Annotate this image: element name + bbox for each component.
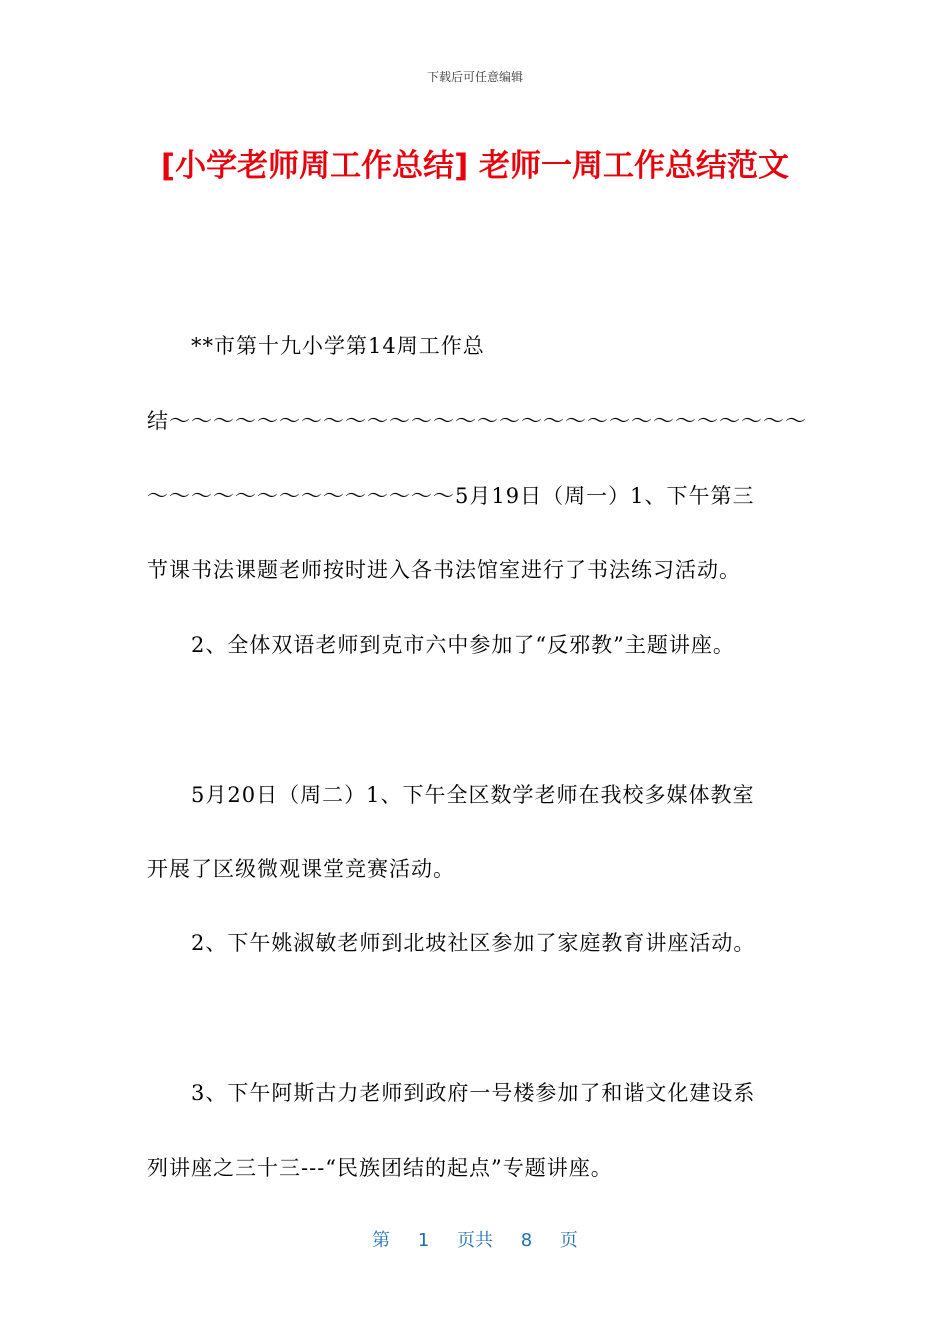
paragraph-line: 5月20日（周二）1、下午全区数学老师在我校多媒体教室 (191, 783, 755, 807)
paragraph-line: ～～～～～～～～～～～～～～5月19日（周一）1、下午第三 (147, 484, 755, 508)
page-label-suffix: 页 (559, 1230, 578, 1251)
header-note: 下载后可任意编辑 (426, 70, 523, 84)
total-pages-number: 8 (520, 1230, 533, 1251)
paragraph-line: 2、下午姚淑敏老师到北坡社区参加了家庭教育讲座活动。 (191, 931, 756, 955)
paragraph-line: 3、下午阿斯古力老师到政府一号楼参加了和谐文化建设系 (191, 1081, 756, 1105)
document-title: [小学老师周工作总结] 老师一周工作总结范文 (160, 148, 790, 184)
paragraph-line: 节课书法课题老师按时进入各书法馆室进行了书法练习活动。 (147, 558, 741, 582)
page-footer (0, 1226, 950, 1252)
paragraph-line: 开展了区级微观课堂竞赛活动。 (147, 857, 455, 881)
paragraph-line: 2、全体双语老师到克市六中参加了“反邪教”主题讲座。 (191, 633, 735, 657)
paragraph-line: 列讲座之三十三---“民族团结的起点”专题讲座。 (147, 1156, 613, 1180)
paragraph-line: **市第十九小学第14周工作总 (191, 334, 485, 358)
current-page-number: 1 (417, 1230, 430, 1251)
page-label-middle: 页共 (457, 1230, 493, 1251)
page-label-prefix: 第 (372, 1230, 391, 1251)
paragraph-line: 结～～～～～～～～～～～～～～～～～～～～～～～～～～～～～ (147, 409, 807, 433)
